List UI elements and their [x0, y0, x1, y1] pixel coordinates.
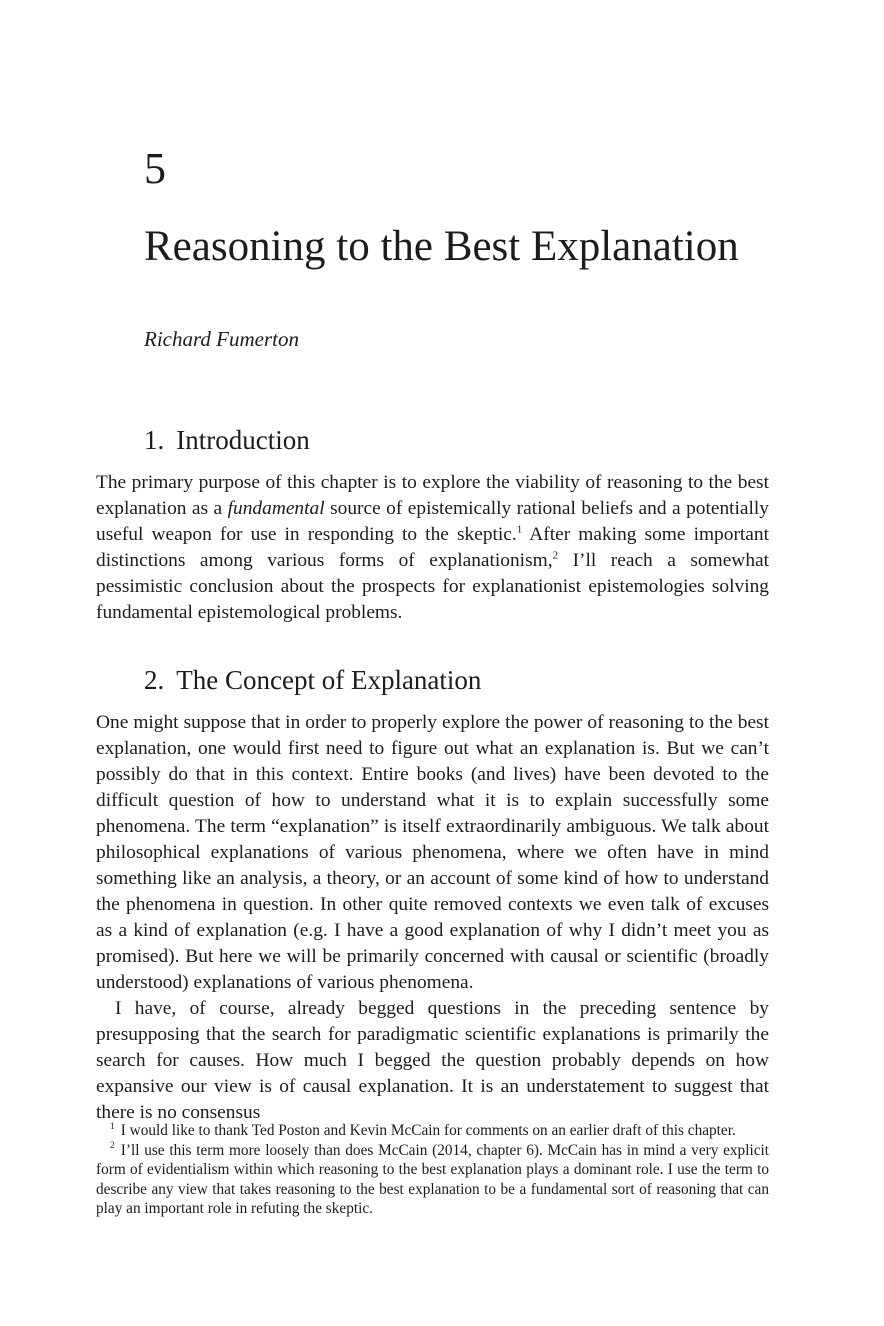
chapter-number: 5: [144, 144, 166, 193]
text-run: After making some important distinctions among various forms of explanationism,: [96, 524, 769, 571]
chapter-author: Richard Fumerton: [144, 327, 299, 351]
footnotes: [96, 1121, 769, 1219]
text-run: I’ll reach a somewhat pessimistic conclusion about the prospects for explanationist epistemologies solving fundamental epistemological problems.: [96, 550, 770, 623]
introduction-paragraph: [96, 470, 769, 626]
section-number: 1.: [144, 425, 165, 455]
footnote-marker: 2: [110, 1141, 115, 1152]
section-title: The Concept of Explanation: [176, 665, 482, 695]
section-title: Introduction: [176, 425, 310, 455]
footnote-ref-1[interactable]: 1: [516, 523, 523, 536]
footnote-text: I’ll use this term more loosely than does McCain (2014, chapter 6). McCain has in mind a very explicit form of evidentialism within which reasoning to the best explanation plays a dominant role. I use the term to describe any view that takes reasoning to the best explanation to be a fundamental sort of reasoning that can play an important role in refuting the skeptic.: [96, 1141, 769, 1217]
body-paragraph: I have, of course, already begged questions in the preceding sentence by presupposing that the search for paradigmatic scientific explanations is primarily the search for causes. How much I begged the question probably depends on how expansive our view is of causal explanation. It is an understatement to suggest that there is no consensus: [96, 998, 769, 1123]
footnote-2: [96, 1141, 769, 1219]
section-heading-introduction: [144, 422, 310, 458]
footnote-marker: 1: [110, 1121, 115, 1132]
emphasis-text: fundamental: [227, 498, 325, 519]
chapter-title: Reasoning to the Best Explanation: [144, 223, 739, 270]
text-run: source of epistemically rational beliefs and a potentially useful weapon for use in responding to the skeptic.: [96, 498, 769, 545]
section-heading-concept-of-explanation: [144, 662, 481, 698]
footnote-text: I would like to thank Ted Poston and Kevin McCain for comments on an earlier draft of this chapter.: [120, 1122, 736, 1139]
footnote-ref-2[interactable]: 2: [552, 549, 559, 562]
body-paragraph: One might suppose that in order to properly explore the power of reasoning to the best explanation, one would first need to figure out what an explanation is. But we can’t possibly do that in this context. Entire books (and lives) have been devoted to the difficult question of how to understand what it is to explain successfully some phenomena. The term “explanation” is itself extraordinarily ambiguous. We talk about philosophical explanations of various phenomena, where we often have in mind something like an analysis, a theory, or an account of some kind of how to understand the phenomena in question. In other quite removed contexts we even talk of excuses as a kind of explanation (e.g. I have a good explanation of why I didn’t meet you as promised). But here we will be primarily concerned with causal or scientific (broadly understood) explanations of various phenomena.: [96, 712, 769, 993]
text-run: The primary purpose of this chapter is to explore the viability of reasoning to the best explanation as a: [96, 472, 769, 519]
footnote-1: [96, 1121, 769, 1141]
section-number: 2.: [144, 665, 165, 695]
